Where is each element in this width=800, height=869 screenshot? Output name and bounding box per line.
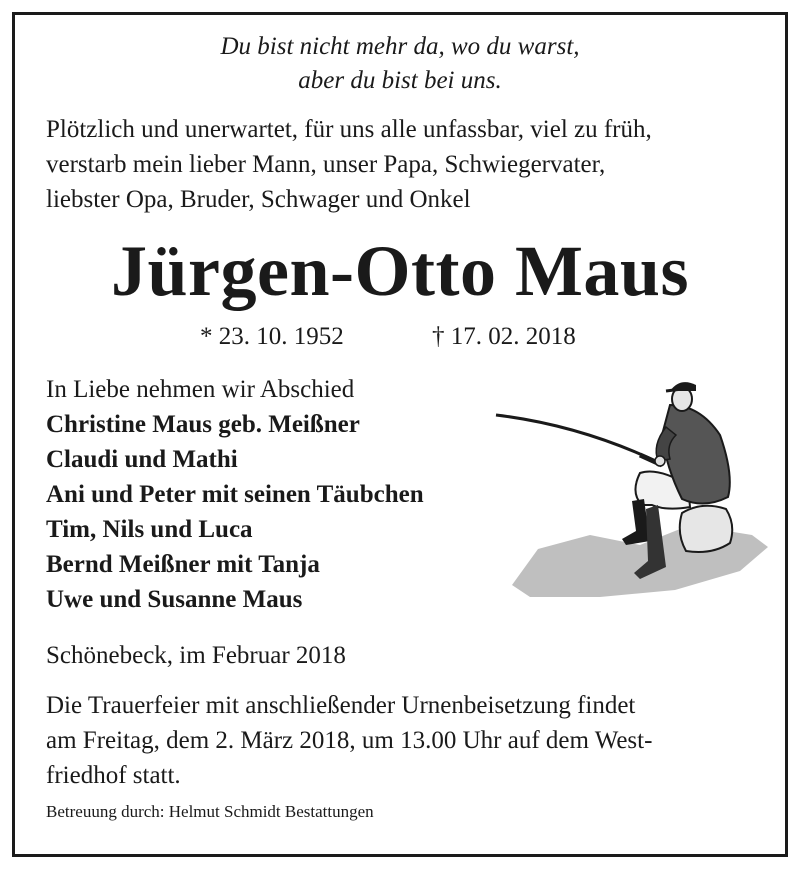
motto-line-2: aber du bist bei uns. xyxy=(298,67,502,94)
intro-text xyxy=(46,112,758,217)
mourner-name: Claudi und Mathi xyxy=(46,446,238,473)
death-date: † 17. 02. 2018 xyxy=(432,323,576,350)
mourner-name: Christine Maus geb. Meißner xyxy=(46,411,360,438)
deceased-name: Jürgen-Otto Maus xyxy=(111,231,689,311)
service-line-2: am Freitag, dem 2. März 2018, um 13.00 Uhr auf dem West- xyxy=(46,727,653,754)
mourner-name: Bernd Meißner mit Tanja xyxy=(46,551,320,578)
motto-line-1: Du bist nicht mehr da, wo du warst, xyxy=(220,33,580,60)
intro-line-2: verstarb mein lieber Mann, unser Papa, Schwiegervater, xyxy=(46,151,606,178)
fisherman-icon xyxy=(490,375,770,615)
birth-date: * 23. 10. 1952 xyxy=(200,323,344,350)
funeral-home-credit: Betreuung durch: Helmut Schmidt Bestattungen xyxy=(46,802,374,821)
mourner-name: Ani und Peter mit seinen Täubchen xyxy=(46,481,424,508)
intro-line-1: Plötzlich und unerwartet, für uns alle unfassbar, viel zu früh, xyxy=(46,116,652,143)
place-date: Schönebeck, im Februar 2018 xyxy=(46,642,346,669)
mourner-name: Tim, Nils und Luca xyxy=(46,516,253,543)
farewell-heading: In Liebe nehmen wir Abschied xyxy=(46,376,355,403)
service-line-3: friedhof statt. xyxy=(46,762,181,789)
intro-line-3: liebster Opa, Bruder, Schwager und Onkel xyxy=(46,186,471,213)
service-line-1: Die Trauerfeier mit anschließender Urnenbeisetzung findet xyxy=(46,692,636,719)
service-text xyxy=(46,688,758,793)
mourner-name: Uwe und Susanne Maus xyxy=(46,586,303,613)
